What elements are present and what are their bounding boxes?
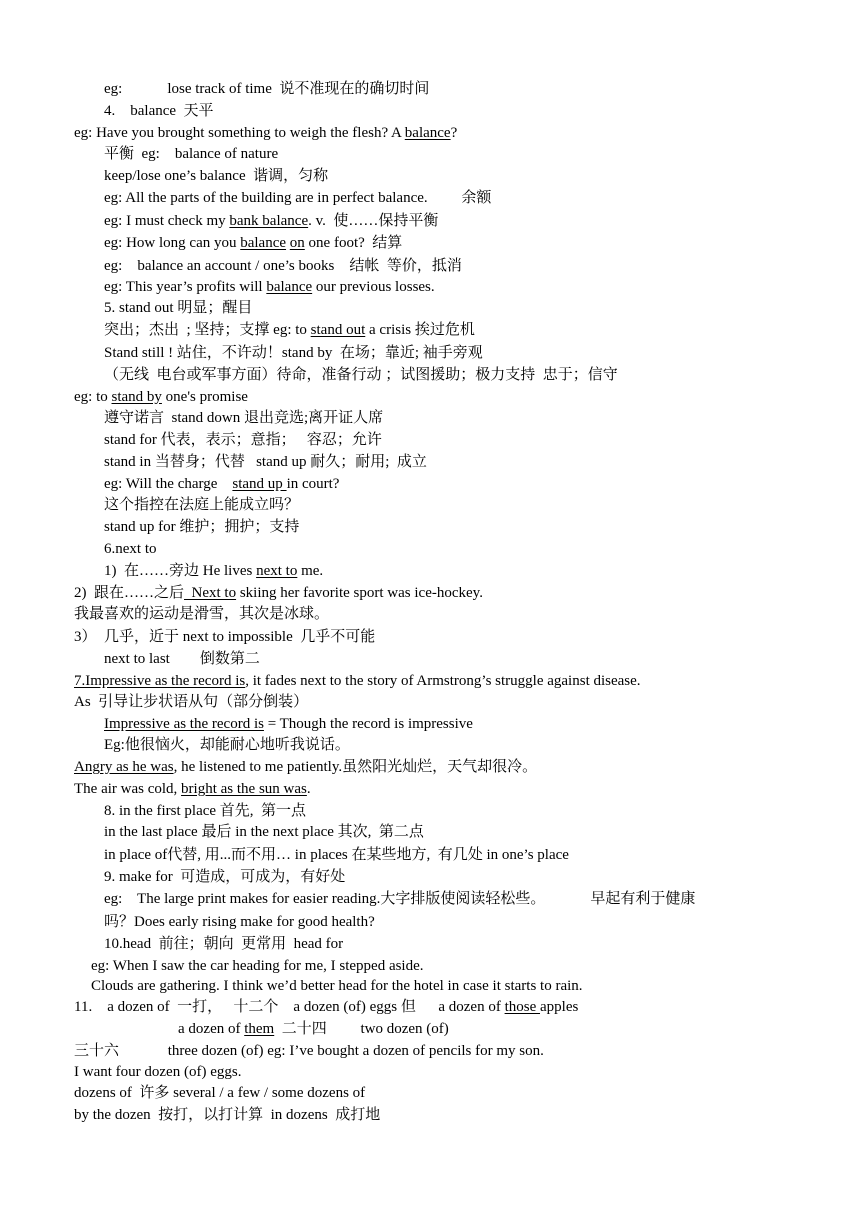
text-segment: stand up for 维护；拥护；支持 xyxy=(104,519,300,535)
text-segment: 10.head 前往；朝向 更常用 head for xyxy=(104,936,344,952)
text-line xyxy=(104,144,278,164)
text-segment: Eg:他很恼火，却能耐心地听我说话。 xyxy=(104,737,350,753)
underlined-text: 7.Impressive as the record is xyxy=(74,673,246,689)
text-segment: Clouds are gathering. I think we’d better head for the hotel in case it starts to rain. xyxy=(91,978,583,994)
text-line xyxy=(104,430,382,450)
text-segment: stand for 代表，表示；意指； 容忍；允许 xyxy=(104,432,382,448)
text-line xyxy=(104,912,375,932)
text-line xyxy=(104,277,435,297)
underlined-text: stand up xyxy=(232,476,287,492)
text-segment: our previous losses. xyxy=(312,279,435,295)
underlined-text: Next to xyxy=(184,585,237,601)
text-segment: ? xyxy=(450,125,458,141)
text-line xyxy=(74,1105,380,1125)
text-segment: , he listened to me patiently.虽然阳光灿烂，天气却很冷。 xyxy=(173,759,538,775)
text-line xyxy=(74,671,641,691)
text-segment: dozens of 许多 several / a few / some dozens of xyxy=(74,1085,366,1101)
text-line xyxy=(74,692,308,712)
text-line xyxy=(104,211,438,231)
text-segment: eg: This year’s profits will xyxy=(104,279,267,295)
text-segment: 6.next to xyxy=(104,541,157,557)
text-segment: eg: balance an account / one’s books 结帐 等价，抵消 xyxy=(104,258,462,274)
underlined-text: Angry as he was xyxy=(74,759,174,775)
underlined-text: stand out xyxy=(310,322,366,338)
text-segment: I want four dozen (of) eggs. xyxy=(74,1064,242,1080)
text-segment: eg: How long can you xyxy=(104,235,241,251)
text-segment: eg: The large print makes for easier reading.大字排版使阅读轻松些。 早起有利于健康 xyxy=(104,891,696,907)
text-segment: in place of代替, 用...而不用… in places 在某些地方, 有几处 in one’s place xyxy=(104,847,569,863)
text-segment: 5. stand out 明显；醒目 xyxy=(104,300,253,316)
text-line xyxy=(104,539,157,559)
underlined-text: balance xyxy=(266,279,313,295)
text-segment: 2) 跟在……之后 xyxy=(74,585,184,601)
text-segment: eg: Will the charge xyxy=(104,476,233,492)
text-segment: 11. a dozen of 一打， 十二个 a dozen (of) eggs 但 a dozen of xyxy=(74,999,505,1015)
text-line xyxy=(91,976,583,996)
text-line xyxy=(104,320,475,340)
text-line xyxy=(104,845,569,865)
text-segment: 突出；杰出 ; 坚持；支撑 eg: to xyxy=(104,322,311,338)
text-line xyxy=(104,298,252,318)
text-line xyxy=(104,233,402,253)
text-segment: The air was cold, xyxy=(74,781,182,797)
text-line xyxy=(104,867,345,887)
text-segment: in court? xyxy=(286,476,340,492)
text-line xyxy=(74,627,375,647)
text-segment: eg: I must check my xyxy=(104,213,230,229)
text-line xyxy=(74,1083,365,1103)
text-segment: eg: to xyxy=(74,389,112,405)
underlined-text: next to xyxy=(256,563,298,579)
text-segment: （无线 电台或军事方面）待命，准备行动 ；试图援助；极力支持 忠于；信守 xyxy=(104,367,618,383)
text-segment: 吗？Does early rising make for good health? xyxy=(104,914,375,930)
underlined-text: Impressive as the record is xyxy=(104,716,264,732)
text-line xyxy=(104,517,299,537)
text-segment: 1) 在……旁边 He lives xyxy=(104,563,257,579)
text-line xyxy=(104,822,424,842)
text-segment: 我最喜欢的运动是滑雪，其次是冰球。 xyxy=(74,606,330,622)
text-line xyxy=(74,123,457,143)
text-line xyxy=(104,452,427,472)
text-line xyxy=(104,365,618,385)
underlined-text: on xyxy=(289,235,305,251)
underlined-text: those xyxy=(504,999,541,1015)
text-segment: apples xyxy=(540,999,579,1015)
text-segment: one foot? 结算 xyxy=(304,235,403,251)
underlined-text: bank balance xyxy=(229,213,309,229)
text-segment: . xyxy=(306,781,311,797)
underlined-text: stand by xyxy=(111,389,162,405)
text-segment: 二十四 two dozen (of) xyxy=(274,1021,449,1037)
text-line xyxy=(104,166,328,186)
text-line xyxy=(104,408,383,428)
text-line xyxy=(104,79,429,99)
text-segment: 3） 几乎，近于 next to impossible 几乎不可能 xyxy=(74,629,376,645)
text-segment: Stand still ! 站住，不许动！stand by 在场；靠近; 袖手旁观 xyxy=(104,345,483,361)
text-line xyxy=(104,649,260,669)
text-line xyxy=(104,934,343,954)
text-line xyxy=(74,1041,544,1061)
text-line xyxy=(74,583,483,603)
text-line xyxy=(104,495,299,515)
text-segment: eg: Have you brought something to weigh the flesh? A xyxy=(74,125,405,141)
underlined-text: balance xyxy=(404,125,451,141)
text-segment: a crisis 挨过危机 xyxy=(365,322,475,338)
text-segment: by the dozen 按打，以打计算 in dozens 成打地 xyxy=(74,1107,381,1123)
text-segment: stand in 当替身；代替 stand up 耐久；耐用; 成立 xyxy=(104,454,427,470)
text-line xyxy=(74,387,248,407)
text-segment: skiing her favorite sport was ice-hockey. xyxy=(236,585,483,601)
text-segment: , it fades next to the story of Armstrong’s struggle against disease. xyxy=(245,673,641,689)
text-segment: 8. in the first place 首先, 第一点 xyxy=(104,803,307,819)
underlined-text: them xyxy=(244,1021,275,1037)
underlined-text: bright as the sun was xyxy=(181,781,307,797)
text-segment: one's promise xyxy=(161,389,248,405)
underlined-text: balance xyxy=(240,235,287,251)
text-line xyxy=(104,188,491,208)
text-segment: . v. 使……保持平衡 xyxy=(308,213,439,229)
text-segment: 这个指控在法庭上能成立吗？ xyxy=(104,497,300,513)
text-segment: keep/lose one’s balance 谐调，匀称 xyxy=(104,168,329,184)
text-segment: in the last place 最后 in the next place 其次, 第二点 xyxy=(104,824,424,840)
text-line xyxy=(104,801,306,821)
text-segment: 平衡 eg: balance of nature xyxy=(104,146,279,162)
text-line xyxy=(104,714,473,734)
text-segment: me. xyxy=(297,563,324,579)
text-line xyxy=(104,889,695,909)
text-segment: eg: When I saw the car heading for me, I stepped aside. xyxy=(91,958,424,974)
text-line xyxy=(104,474,339,494)
text-line xyxy=(74,997,578,1017)
text-segment: 9. make for 可造成，可成为，有好处 xyxy=(104,869,346,885)
text-segment: As 引导让步状语从句（部分倒装） xyxy=(74,694,309,710)
text-line xyxy=(104,101,214,121)
text-segment: 三十六 three dozen (of) eg: I’ve bought a dozen of pencils for my son. xyxy=(74,1043,544,1059)
text-line xyxy=(178,1019,449,1039)
text-segment: eg: All the parts of the building are in perfect balance. 余额 xyxy=(104,190,492,206)
text-line xyxy=(104,561,323,581)
text-segment: eg: lose track of time 说不准现在的确切时间 xyxy=(104,81,430,97)
text-line xyxy=(74,779,311,799)
text-line xyxy=(74,757,537,777)
text-line xyxy=(104,735,350,755)
text-line xyxy=(91,956,424,976)
text-segment: 遵守诺言 stand down 退出竞选;离开证人席 xyxy=(104,410,384,426)
text-segment: 4. balance 天平 xyxy=(104,103,214,119)
text-segment: next to last 倒数第二 xyxy=(104,651,260,667)
text-line xyxy=(104,343,483,363)
text-line xyxy=(74,1062,241,1082)
text-segment: = Though the record is impressive xyxy=(263,716,473,732)
text-segment: a dozen of xyxy=(178,1021,245,1037)
text-line xyxy=(74,604,329,624)
text-line xyxy=(104,256,462,276)
